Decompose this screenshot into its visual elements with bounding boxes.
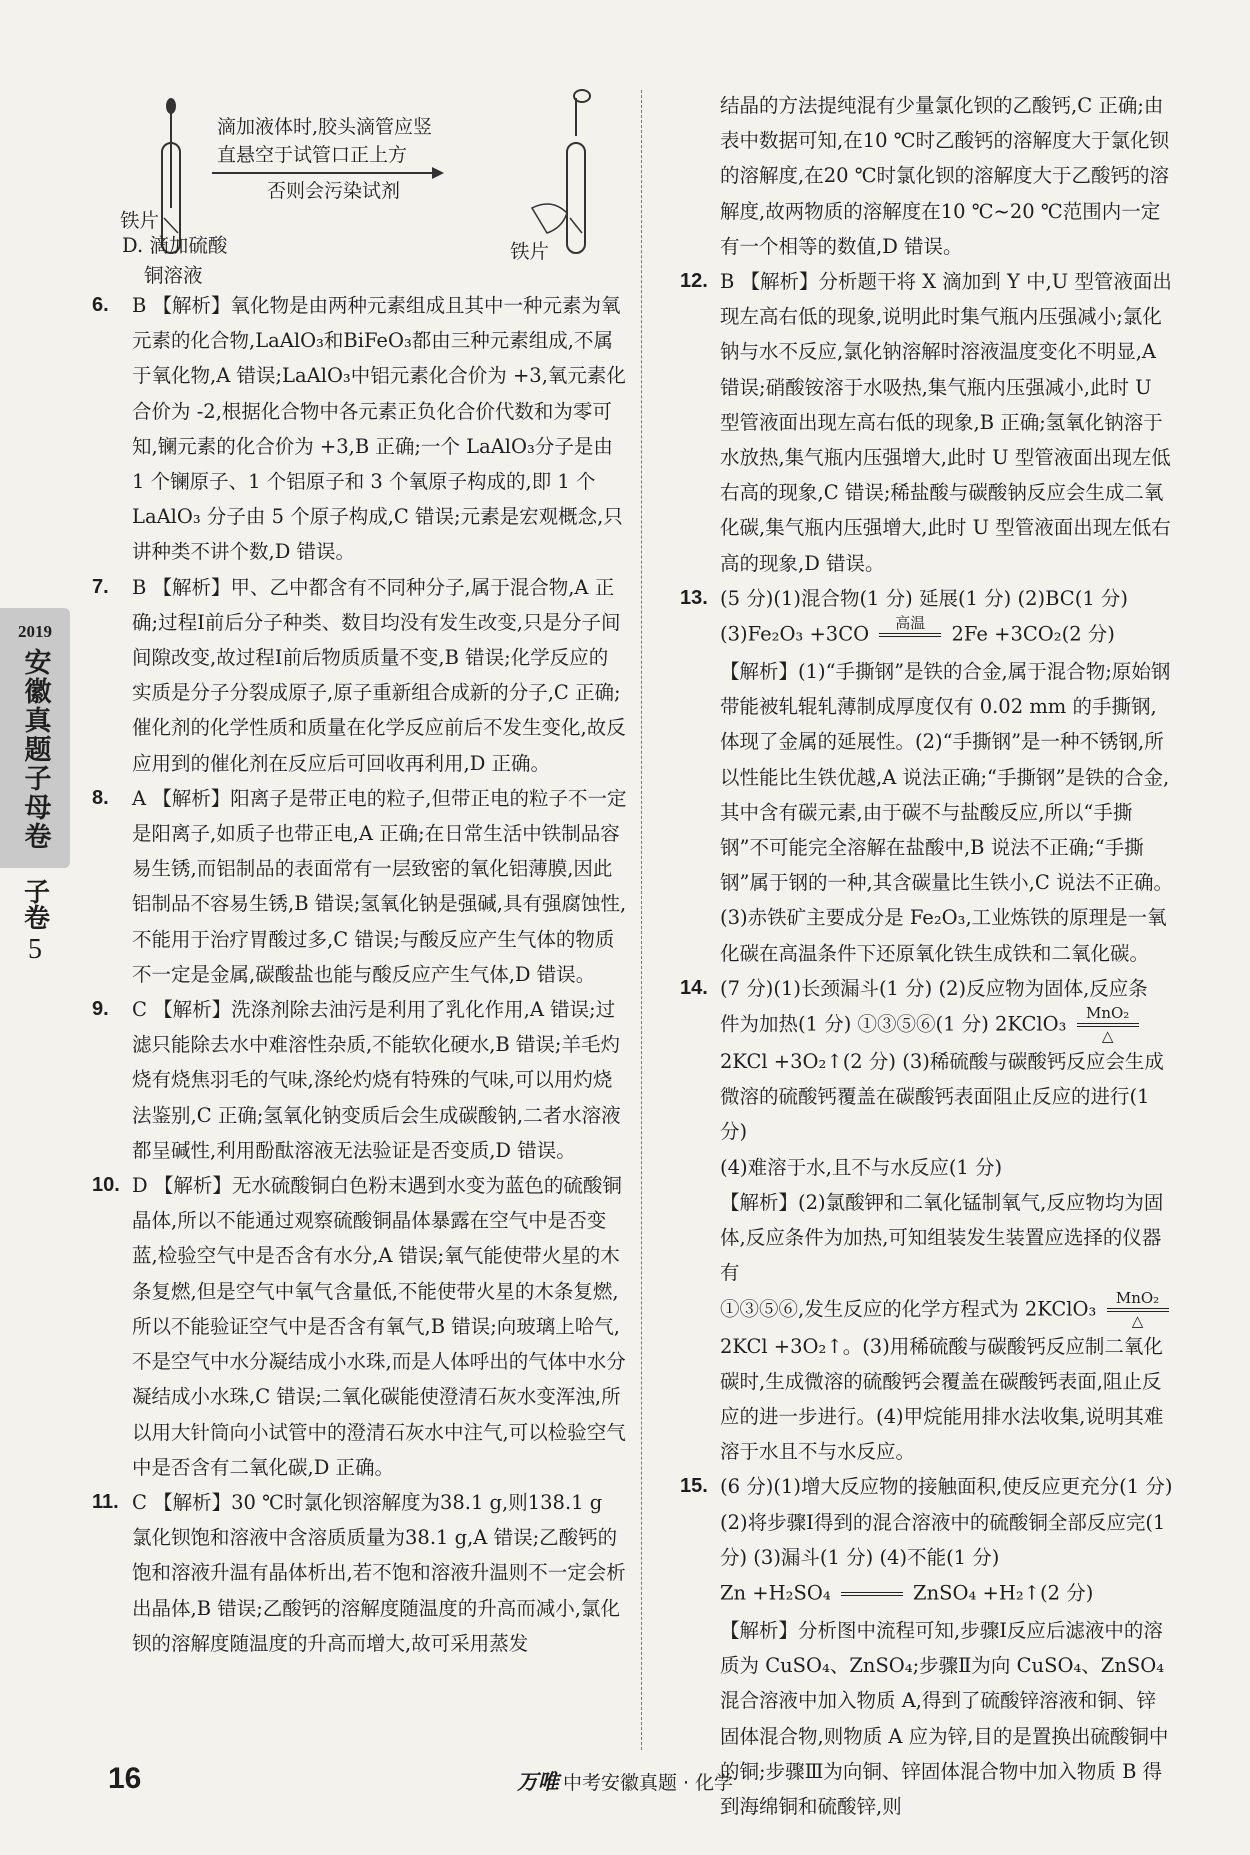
question-11-continued (680, 88, 1175, 264)
right-column (680, 88, 1175, 1824)
side-sub-number: 5 (28, 934, 42, 965)
q15-analysis: 【解析】分析图中流程可知,步骤Ⅰ反应后滤液中的溶质为 CuSO₄、ZnSO₄;步骤Ⅱ为向 CuSO₄、ZnSO₄混合溶液中加入物质 A,得到了硫酸锌溶液和铜、锌固体混合物,则物质 A 应为锌,目的是置换出硫酸铜中的铜;步骤Ⅲ为向铜、锌固体混合物中加入物质 B 得到海绵铜和硫酸锌,则 (720, 1618, 1169, 1818)
q13-equation (720, 616, 1175, 654)
q15-eq-sign (841, 1575, 903, 1613)
q13-eq-right: 2Fe +3CO₂(2 分) (951, 622, 1115, 646)
q14-analysis-cond-top: MnO₂ (1115, 1288, 1160, 1307)
q7-number: 7. (92, 575, 109, 598)
side-sub (0, 878, 70, 966)
q15-eq-right: ZnSO₄ +H₂↑(2 分) (913, 1581, 1094, 1605)
right-iron-label: 铁片 (510, 240, 550, 263)
diagram-caption (122, 231, 227, 291)
annotation-line3: 否则会污染试剂 (267, 180, 401, 202)
page-number: 16 (108, 1762, 142, 1795)
q15-line1: (6 分)(1)增大反应物的接触面积,使反应更充分(1 分) (720, 1475, 1173, 1499)
q14-number: 14. (680, 976, 708, 999)
q13-eq-cond-text: 高温 (895, 614, 926, 633)
column-divider (641, 90, 642, 1750)
side-year: 2019 (18, 622, 52, 641)
q15-line2: (2)将步骤Ⅰ得到的混合溶液中的硫酸铜全部反应完(1 分) (3)漏斗(1 分) (4)不能(1 分) (720, 1510, 1166, 1569)
q14-cond-top: MnO₂ (1085, 1004, 1130, 1023)
left-iron-label: 铁片 (120, 209, 160, 232)
q14-analysis3: 2KCl +3O₂↑。(3)用稀硫酸与碳酸钙反应制二氧化碳时,生成微溶的硫酸钙会覆盖在碳酸钙表面,阻止反应的进一步进行。(4)甲烷能用排水法收集,说明其难溶于水且不与水反应。 (720, 1334, 1164, 1464)
q8-number: 8. (92, 786, 109, 809)
q14-line2 (720, 1006, 1175, 1044)
q13-analysis: 【解析】(1)“手撕钢”是铁的合金,属于混合物;原始钢带能被轧辊轧薄制成厚度仅有 0.02 mm 的手撕钢,体现了金属的延展性。(2)“手撕钢”是一种不锈钢,所以性能比生铁优越,A 说法正确;“手撕钢”是铁的合金,其中含有碳元素,由于碳不与盐酸反应,所以“手撕钢”不可能完全溶解在盐酸中,B 说法不正确;“手撕钢”属于钢的一种,其含碳量比生铁小,C 说法不正确。(3)赤铁矿主要成分是 Fe₂O₃,工业炼铁的原理是一氧化碳在高温条件下还原氧化铁生成铁和二氧化碳。 (720, 660, 1173, 965)
caption-line2: 铜溶液 (144, 264, 203, 287)
dropper-diagram (92, 88, 627, 288)
q15-eq-left: Zn +H₂SO₄ (720, 1581, 831, 1605)
q14-analysis2-left: ①③⑤⑥,发生反应的化学方程式为 2KClO₃ (720, 1297, 1097, 1320)
question-11 (92, 1485, 627, 1661)
q12-number: 12. (680, 270, 708, 293)
q11-continued-text: 结晶的方法提纯混有少量氯化钡的乙酸钙,C 正确;由表中数据可知,在10 ℃时乙酸钙的溶解度大于氯化钡的溶解度,在20 ℃时氯化钡的溶解度大于乙酸钙的溶解度,故两物质的溶解度在10 ℃~20 ℃范围内一定有一个相等的数值,D 错误。 (720, 94, 1170, 258)
q6-number: 6. (92, 294, 109, 316)
left-column (92, 88, 627, 1661)
question-6 (92, 288, 627, 570)
question-7 (92, 570, 627, 781)
q12-text: B 【解析】分析题干将 X 滴加到 Y 中,U 型管液面出现左高右低的现象,说明此时集气瓶内压强减小;氯化钠与水不反应,氯化钠溶解时溶液温度变化不明显,A 错误;硝酸铵溶于水吸热,集气瓶内压强减小,此时 U 型管液面出现左高右低的现象,B 正确;氢氧化钠溶于水放热,集气瓶内压强增大,此时 U 型管液面出现左低右高的现象,C 错误;稀盐酸与碳酸钠反应会生成二氧化碳,集气瓶内压强增大,此时 U 型管液面出现左低右高的现象,D 错误。 (720, 270, 1172, 575)
q15-number: 15. (680, 1475, 708, 1498)
q14-analysis2 (720, 1288, 1175, 1330)
q14-analysis1: 【解析】(2)氯酸钾和二氧化锰制氧气,反应物均为固体,反应条件为加热,可知组装发生装置应选择的仪器有 (720, 1190, 1164, 1285)
q10-number: 10. (92, 1174, 120, 1197)
q9-number: 9. (92, 998, 109, 1021)
question-9 (92, 992, 627, 1168)
question-8 (92, 781, 627, 992)
q14-line2-left: 件为加热(1 分) ①③⑤⑥(1 分) 2KClO₃ (720, 1012, 1067, 1036)
q14-eq-condition (1077, 1006, 1139, 1044)
side-tab (0, 608, 70, 868)
question-13 (680, 581, 1175, 971)
q14-analysis-cond-bar (1107, 1308, 1169, 1312)
q14-line1: (7 分)(1)长颈漏斗(1 分) (2)反应物为固体,反应条 (720, 976, 1148, 1000)
footer (0, 1766, 1250, 1796)
diagram-annotation (217, 113, 432, 205)
q14-cond-bottom: △ (1101, 1027, 1114, 1046)
annotation-line1: 滴加液体时,胶头滴管应竖 (217, 116, 433, 138)
q13-eq-left: (3)Fe₂O₃ +3CO (720, 622, 870, 646)
question-14 (680, 971, 1175, 1469)
side-sub-label: 子卷 (19, 878, 50, 930)
side-title: 安徽真题子母卷 (19, 648, 51, 851)
q13-answer-line: (5 分)(1)混合物(1 分) 延展(1 分) (2)BC(1 分) (720, 586, 1129, 610)
question-10 (92, 1168, 627, 1485)
q14-line3: 2KCl +3O₂↑(2 分) (3)稀硫酸与碳酸钙反应会生成微溶的硫酸钙覆盖在碳酸钙表面阻止反应的进行(1 分) (720, 1050, 1164, 1144)
q14-analysis-cond-bottom: △ (1131, 1311, 1144, 1330)
q13-number: 13. (680, 586, 708, 609)
q7-text: B 【解析】甲、乙中都含有不同种分子,属于混合物,A 正确;过程Ⅰ前后分子种类、数目均没有发生改变,只是分子间间隙改变,故过程Ⅰ前后物质质量不变,B 错误;化学反应的实质是分子分裂成原子,原子重新组合成新的分子,C 正确;催化剂的化学性质和质量在化学反应前后不发生变化,故反应用到的催化剂在反应后可回收再利用,D 正确。 (132, 575, 626, 775)
q14-analysis-condition (1107, 1288, 1169, 1330)
question-12 (680, 264, 1175, 581)
q15-equation (720, 1575, 1175, 1613)
q11-text: C 【解析】30 ℃时氯化钡溶解度为38.1 g,则138.1 g 氯化钡饱和溶液中含溶质质量为38.1 g,A 错误;乙酸钙的饱和溶液升温有晶体析出,若不饱和溶液升温则不一定会析出晶体,B 错误;乙酸钙的溶解度随温度的升高而减小,氯化钡的溶解度随温度的升高而增大,故可采用蒸发 (132, 1490, 626, 1655)
q10-text: D 【解析】无水硫酸铜白色粉末遇到水变为蓝色的硫酸铜晶体,所以不能通过观察硫酸铜晶体暴露在空气中是否变蓝,检验空气中是否含有水分,A 错误;氧气能使带火星的木条复燃,但是空气中氧气含量低,不能使带火星的木条复燃,所以不能验证空气中是否含有氧气,B 错误;向玻璃上哈气,不是空气中水分凝结成小水珠,而是人体呼出的气体中水分凝结成小水珠,C 错误;二氧化碳能使澄清石灰水变浑浊,所以用大针筒向小试管中的澄清石灰水中注气,可以检验空气中是否含有二氧化碳,D 正确。 (132, 1174, 626, 1479)
annotation-line2: 直悬空于试管口正上方 (217, 144, 408, 166)
q9-text: C 【解析】洗涤剂除去油污是利用了乳化作用,A 错误;过滤只能除去水中难溶性杂质,不能软化硬水,B 错误;羊毛灼烧有烧焦羽毛的气味,涤纶灼烧有特殊的气味,可以用灼烧法鉴别,C 正确;氢氧化钠变质后会生成碳酸钠,二者水溶液都呈碱性,利用酚酞溶液无法验证是否变质,D 错误。 (132, 998, 621, 1162)
q8-text: A 【解析】阳离子是带正电的粒子,但带正电的粒子不一定是阳离子,如质子也带正电,A 正确;在日常生活中铁制品容易生锈,而铝制品的表面常有一层致密的氧化铝薄膜,因此铝制品不容易生锈,B 错误;氢氧化钠是强碱,具有强腐蚀性,不能用于治疗胃酸过多,C 错误;与酸反应产生气体的物质不一定是金属,碳酸盐也能与酸反应产生气体,D 错误。 (132, 786, 627, 986)
q6-text: B 【解析】氧化物是由两种元素组成且其中一种元素为氧元素的化合物,LaAlO₃和BiFeO₃都由三种元素组成,不属于氧化物,A 错误;LaAlO₃中铝元素化合价为 +3,氧元素化合价为 -2,根据化合物中各元素正负化合价代数和为零可知,镧元素的化合价为 +3,B 正确;一个 LaAlO₃分子是由 1 个镧原子、1 个铝原子和 3 个氧原子构成的,即 1 个 LaAlO₃ 分子由 5 个原子构成,C 错误;元素是宏观概念,只讲种类不讲个数,D 错误。 (132, 294, 626, 564)
footer-text: 中考安徽真题 · 化学 (562, 1772, 734, 1794)
q14-line4: (4)难溶于水,且不与水反应(1 分) (720, 1155, 1003, 1179)
q11-number: 11. (92, 1490, 119, 1513)
brand-logo: 万唯 (516, 1770, 559, 1794)
q13-eq-condition (879, 616, 941, 654)
caption-line1: D. 滴加硫酸 (122, 234, 228, 257)
